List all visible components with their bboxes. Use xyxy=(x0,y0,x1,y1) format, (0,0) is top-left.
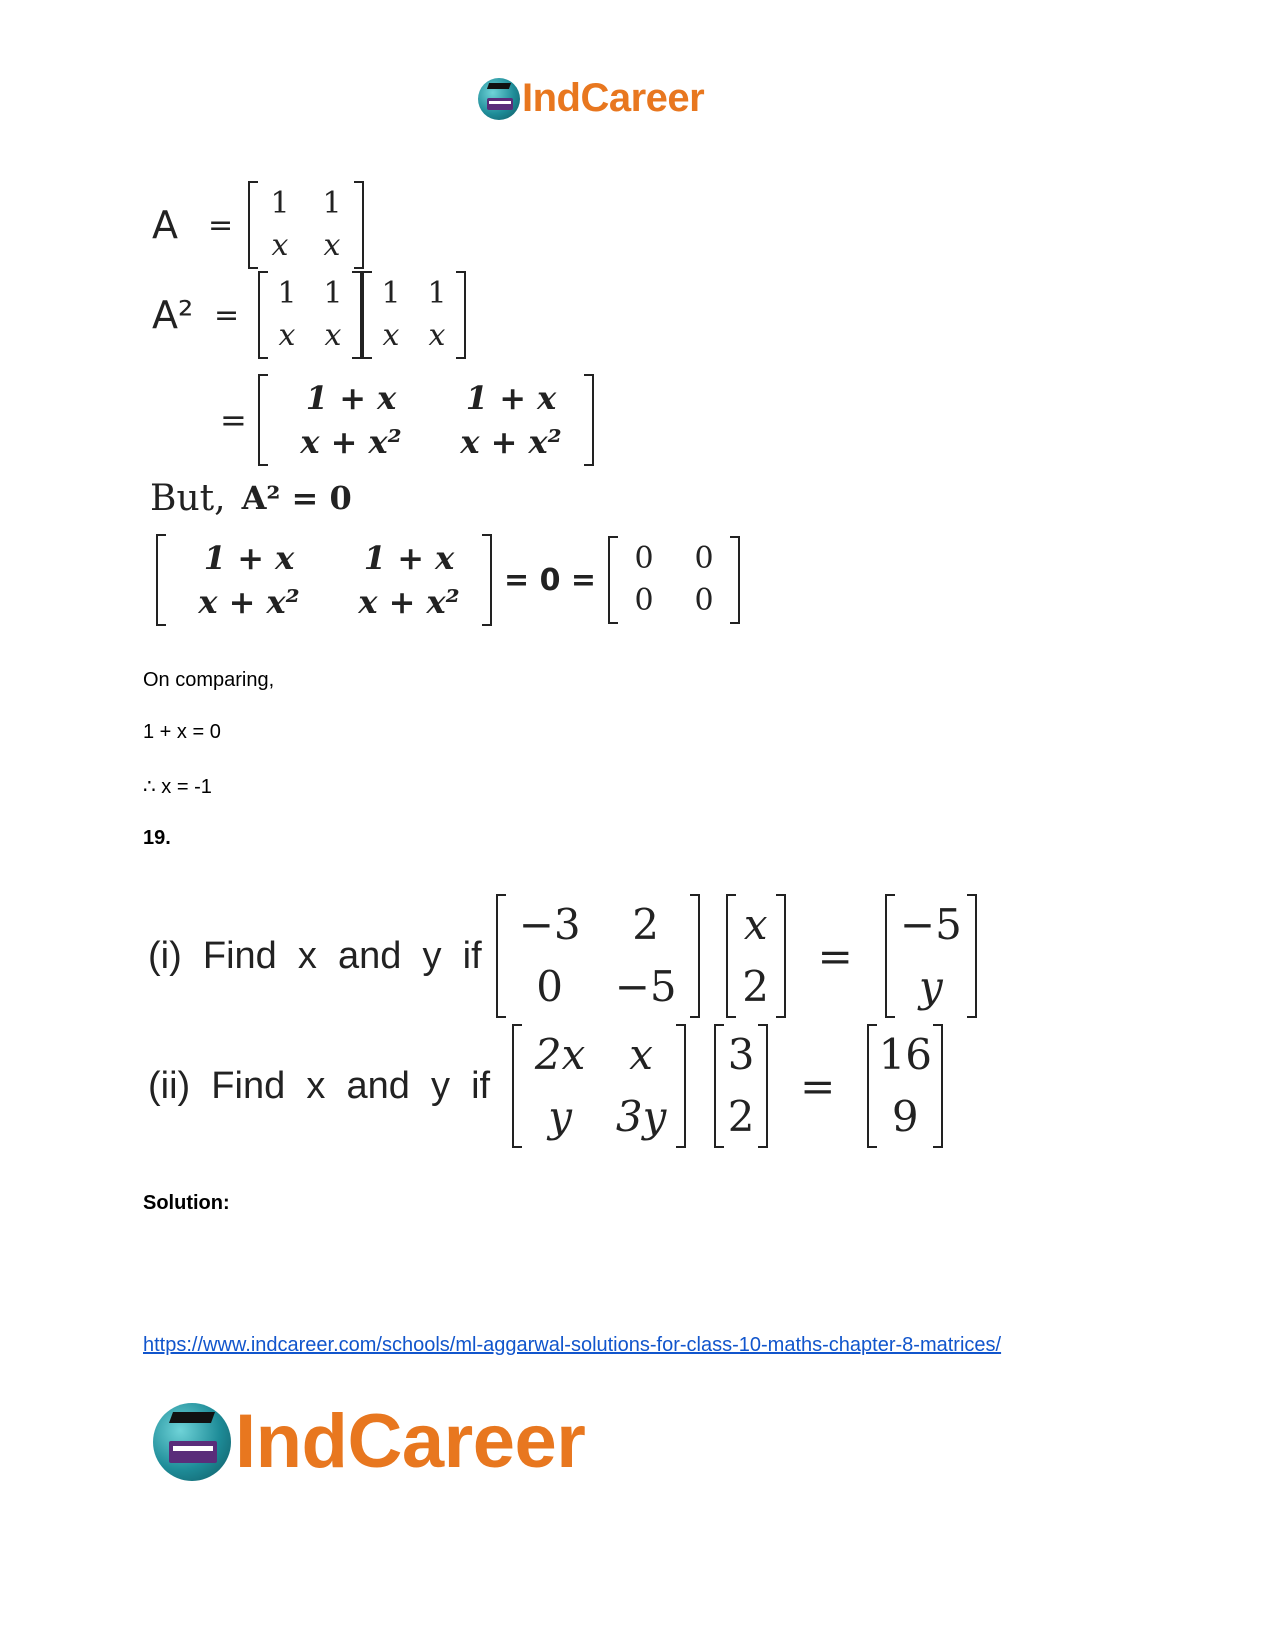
matrix-product-repeat: 1 + x 1 + x x + x² x + x² xyxy=(156,534,492,626)
globe-icon xyxy=(153,1403,231,1481)
logo-text: IndCareer xyxy=(235,1399,586,1484)
zero-matrix: 0 0 0 0 xyxy=(608,536,740,624)
matrix-result-i: −5 y xyxy=(885,894,977,1018)
matrix-A-definition: A = 1 1 x x xyxy=(152,180,368,270)
question-number: 19. xyxy=(143,827,171,849)
matrix-product: 1 + x 1 + x x + x² x + x² xyxy=(258,374,594,466)
matrix-result-ii: 16 9 xyxy=(867,1024,943,1148)
matrix-coefficients-i: −3 2 0 −5 xyxy=(496,894,700,1018)
solution-label: Solution: xyxy=(143,1192,230,1214)
product-result: = 1 + x 1 + x x + x² x + x² xyxy=(220,372,598,468)
header-logo xyxy=(478,76,704,121)
zero-matrix-equation: 1 + x 1 + x x + x² x + x² = 0 = 0 0 0 0 xyxy=(156,532,740,628)
matrix-A: 1 1 x x xyxy=(248,181,364,269)
footer-logo xyxy=(153,1398,585,1485)
equation-text: 1 + x = 0 xyxy=(143,721,221,743)
matrix-A-left: 1 1 x x xyxy=(258,271,362,359)
on-comparing-text: On comparing, xyxy=(143,669,275,691)
logo-text: IndCareer xyxy=(522,76,705,120)
matrix-A-squared: A² = 1 1 x x 1 1 x x xyxy=(152,270,466,360)
question-19-part-ii: (ii) Find x and y if 2x x y 3y 3 2 = 16 9 xyxy=(148,1022,947,1150)
matrix-vector-ii: 3 2 xyxy=(714,1024,768,1148)
matrix-A-right: 1 1 x x xyxy=(362,271,466,359)
but-statement: But, A² = 0 xyxy=(150,477,352,519)
matrix-vector-i: x 2 xyxy=(726,894,786,1018)
source-url-link[interactable]: https://www.indcareer.com/schools/ml-aggarwal-solutions-for-class-10-maths-chapter-8-matrices/ xyxy=(143,1334,1002,1356)
globe-icon xyxy=(478,78,520,120)
therefore-text: ∴ x = -1 xyxy=(143,776,212,798)
question-19-part-i: (i) Find x and y if −3 2 0 −5 x 2 = −5 y xyxy=(148,892,981,1020)
matrix-coefficients-ii: 2x x y 3y xyxy=(512,1024,686,1148)
